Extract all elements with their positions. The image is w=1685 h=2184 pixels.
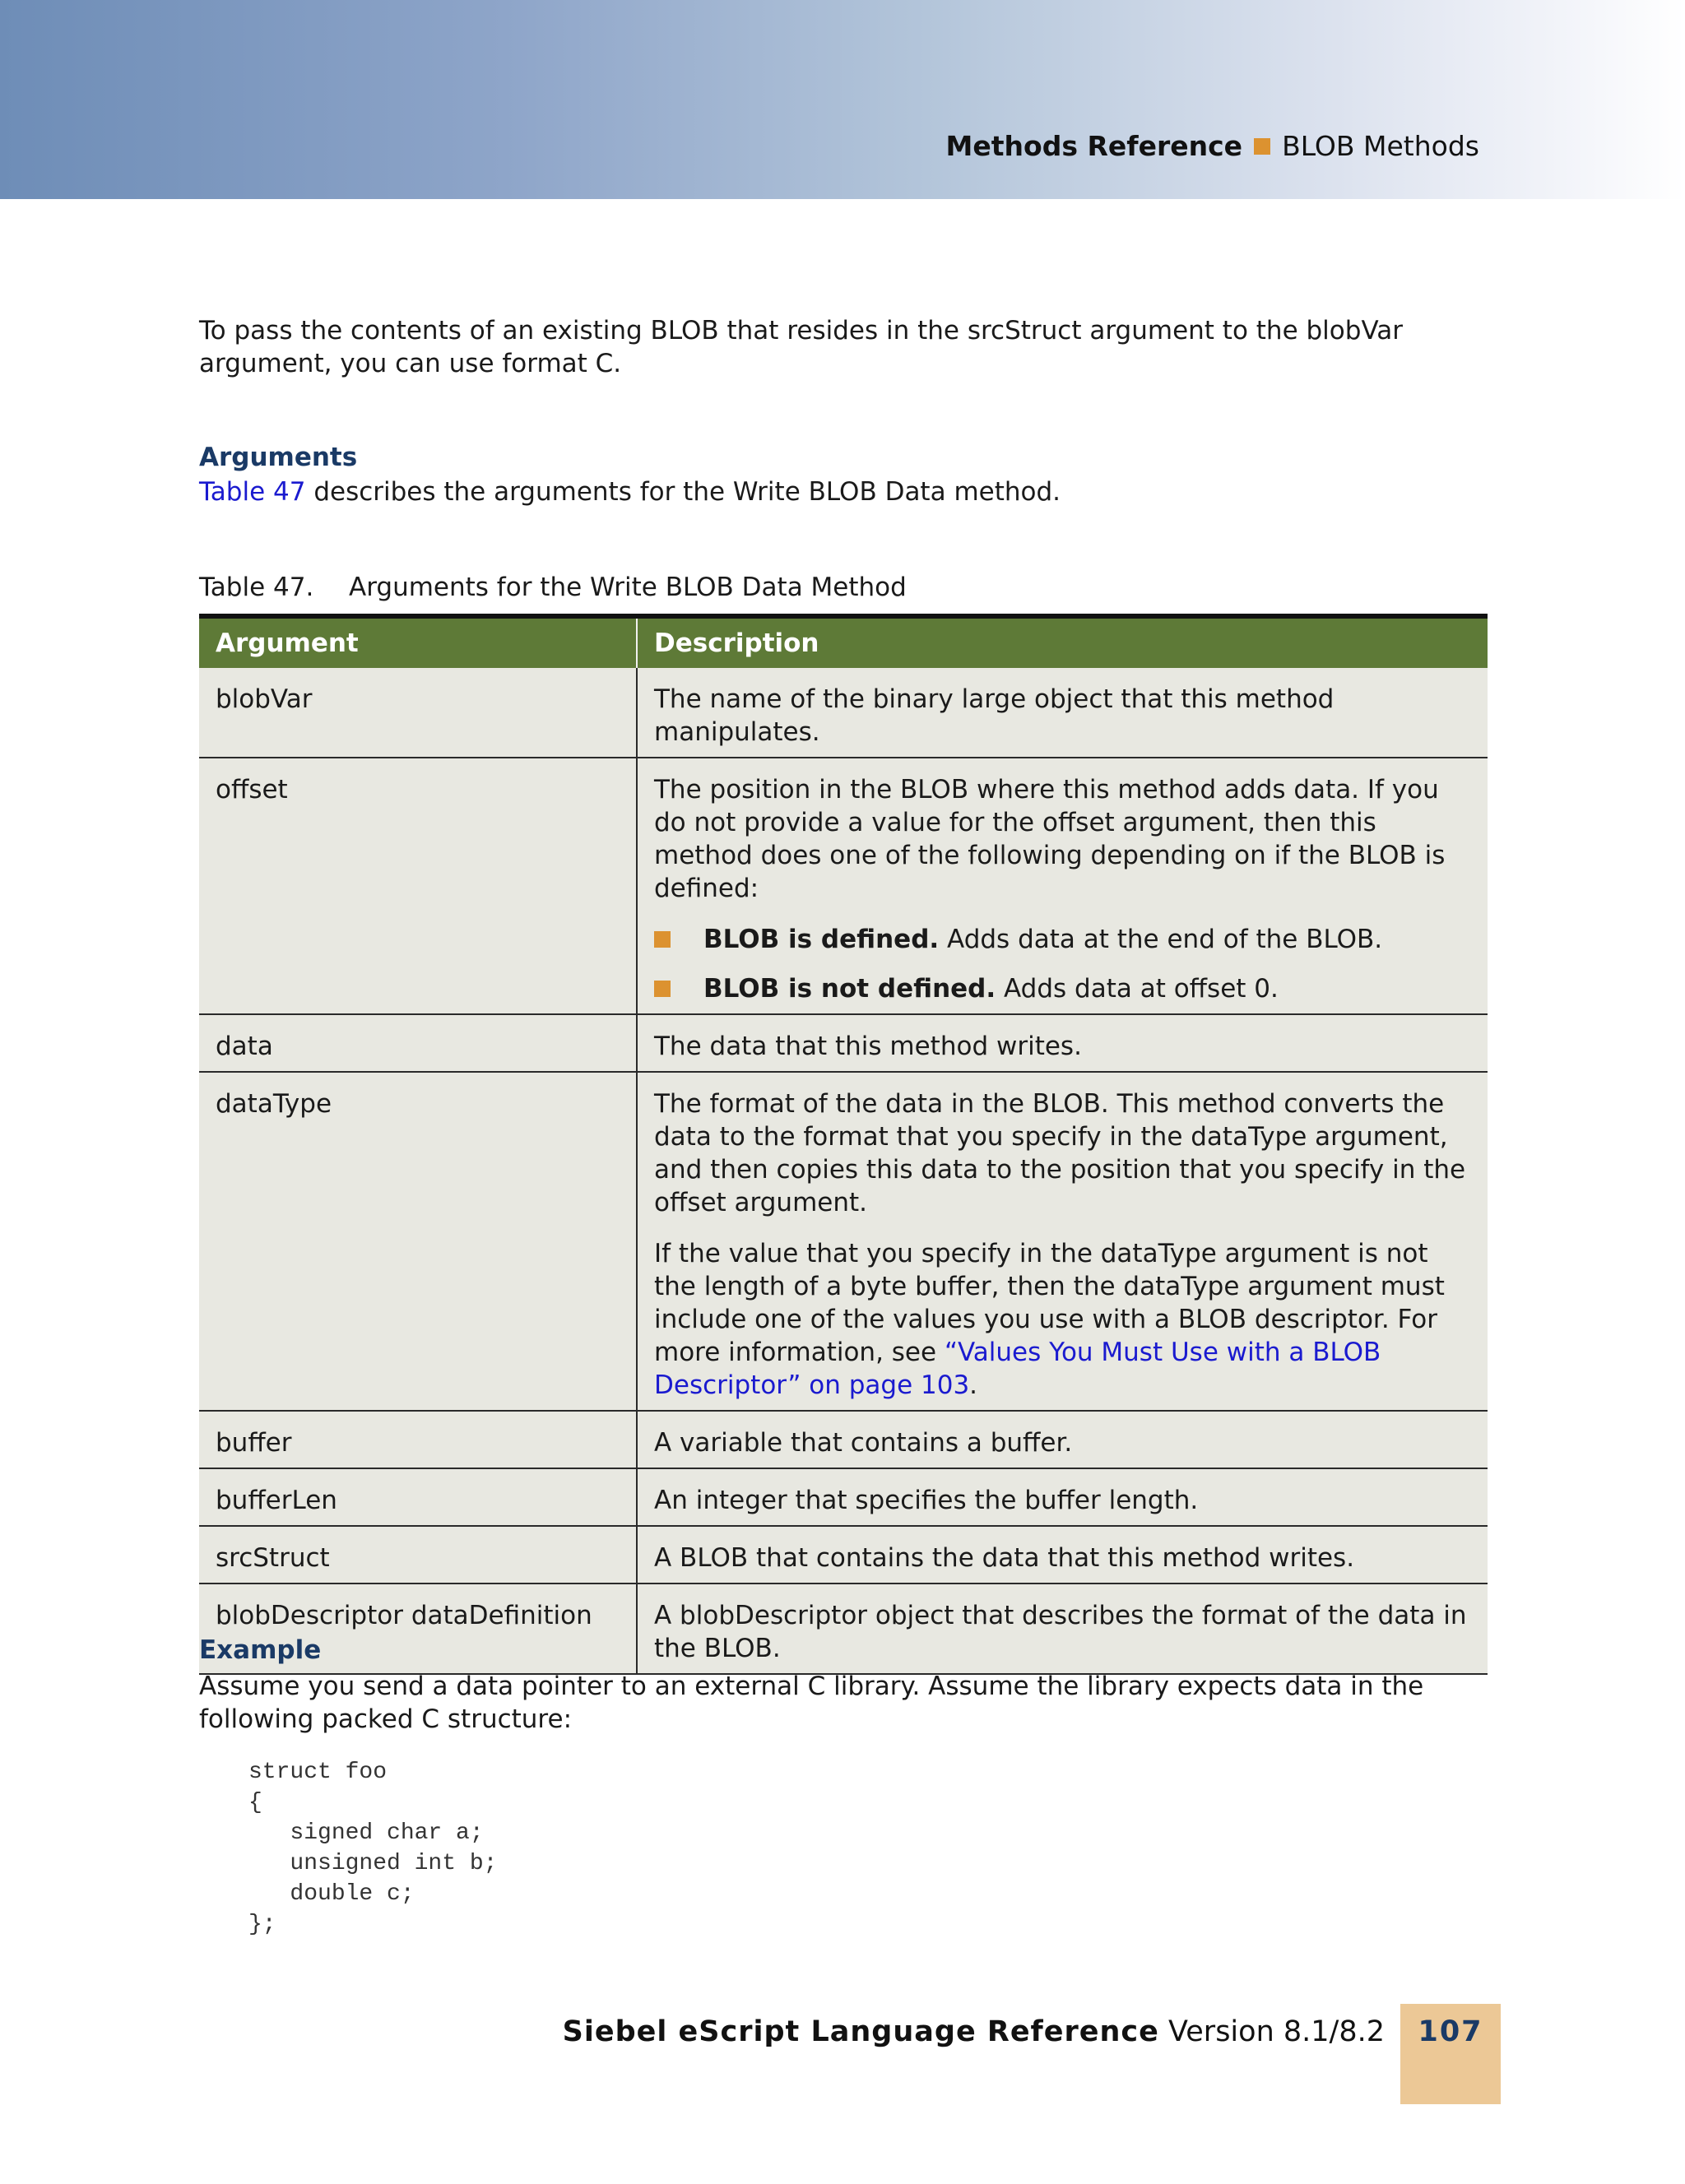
table-row [199,1526,1488,1584]
table-caption [199,571,1488,604]
table-caption-number: Table 47. [199,573,314,602]
code-block: struct foo { signed char a; unsigned int b; double c; }; [248,1760,498,1937]
list-item [654,972,1471,1005]
list-item [654,923,1471,956]
table-row [199,1468,1488,1526]
table-caption-title: Arguments for the Write BLOB Data Method [349,573,907,602]
intro-paragraph: To pass the contents of an existing BLOB that resides in the srcStruct argument to the blobVar argument, you can use format C. [199,316,1403,378]
running-header [946,130,1479,162]
header-band [0,0,1685,199]
description-cell: The data that this method writes. [637,1014,1488,1072]
argument-cell: offset [199,758,637,1014]
footer-book-title: Siebel eScript Language Reference [562,2015,1159,2048]
bullet-text: Adds data at offset 0. [996,974,1279,1004]
description-text: The format of the data in the BLOB. This method converts the data to the format that you specify in the dataType argument, and then copies this data to the position that you specify in the offset argument. [654,1089,1466,1217]
description-cell [637,758,1488,1014]
description-cell: The name of the binary large object that this method manipulates. [637,668,1488,758]
argument-cell: srcStruct [199,1526,637,1584]
description-text-2-body: If the value that you specify in the dataType argument is not the length of a byte buffer, then the dataType argument must include one of the values you use with a BLOB descriptor. For more information, see [654,1239,1445,1367]
table-row [199,1072,1488,1411]
table-row [199,758,1488,1014]
table-row [199,1411,1488,1468]
description-text: The position in the BLOB where this method adds data. If you do not provide a value for the offset argument, then this method does one of the following depending on if the BLOB is defined: [654,775,1446,903]
square-bullet-icon [654,931,671,948]
arguments-table [199,614,1488,1675]
argument-cell: blobDescriptor dataDefinition [199,1584,637,1674]
header-section: Methods Reference [945,130,1243,162]
description-cell: An integer that specifies the buffer length. [637,1468,1488,1526]
table-47-link[interactable]: Table 47 [199,477,306,507]
column-header-argument: Argument [199,616,637,668]
argument-cell: bufferLen [199,1468,637,1526]
description-cell [637,1072,1488,1411]
table-header-row [199,616,1488,668]
argument-cell: buffer [199,1411,637,1468]
bullet-bold: BLOB is not defined. [703,974,996,1004]
arguments-text-body: describes the arguments for the Write BLOB Data method. [305,477,1061,507]
table-row [199,1014,1488,1072]
footer-version: Version 8.1/8.2 [1158,2015,1385,2048]
argument-cell: data [199,1014,637,1072]
description-text-2-end: . [969,1370,978,1400]
example-text: Assume you send a data pointer to an external C library. Assume the library expects data in the following packed C structure: [199,1672,1424,1734]
description-text-2 [654,1237,1471,1402]
footer-title [563,2015,1385,2048]
square-bullet-icon [654,981,671,997]
square-bullet-icon [1254,138,1270,155]
description-cell: A variable that contains a buffer. [637,1411,1488,1468]
bullet-bold: BLOB is defined. [703,925,940,954]
table-row [199,668,1488,758]
bullet-text: Adds data at the end of the BLOB. [939,925,1383,954]
column-header-description: Description [637,616,1488,668]
arguments-text [199,475,1488,508]
values-blob-descriptor-link[interactable]: “Values You Must Use with a BLOB Descriptor” on page 103 [654,1338,1381,1400]
description-cell: A BLOB that contains the data that this method writes. [637,1526,1488,1584]
argument-cell: dataType [199,1072,637,1411]
description-cell: A blobDescriptor object that describes the format of the data in the BLOB. [637,1584,1488,1674]
argument-cell: blobVar [199,668,637,758]
header-subsection: BLOB Methods [1282,130,1479,162]
example-heading: Example [199,1635,322,1665]
page-number: 107 [1400,2004,1501,2104]
arguments-heading: Arguments [199,443,358,472]
